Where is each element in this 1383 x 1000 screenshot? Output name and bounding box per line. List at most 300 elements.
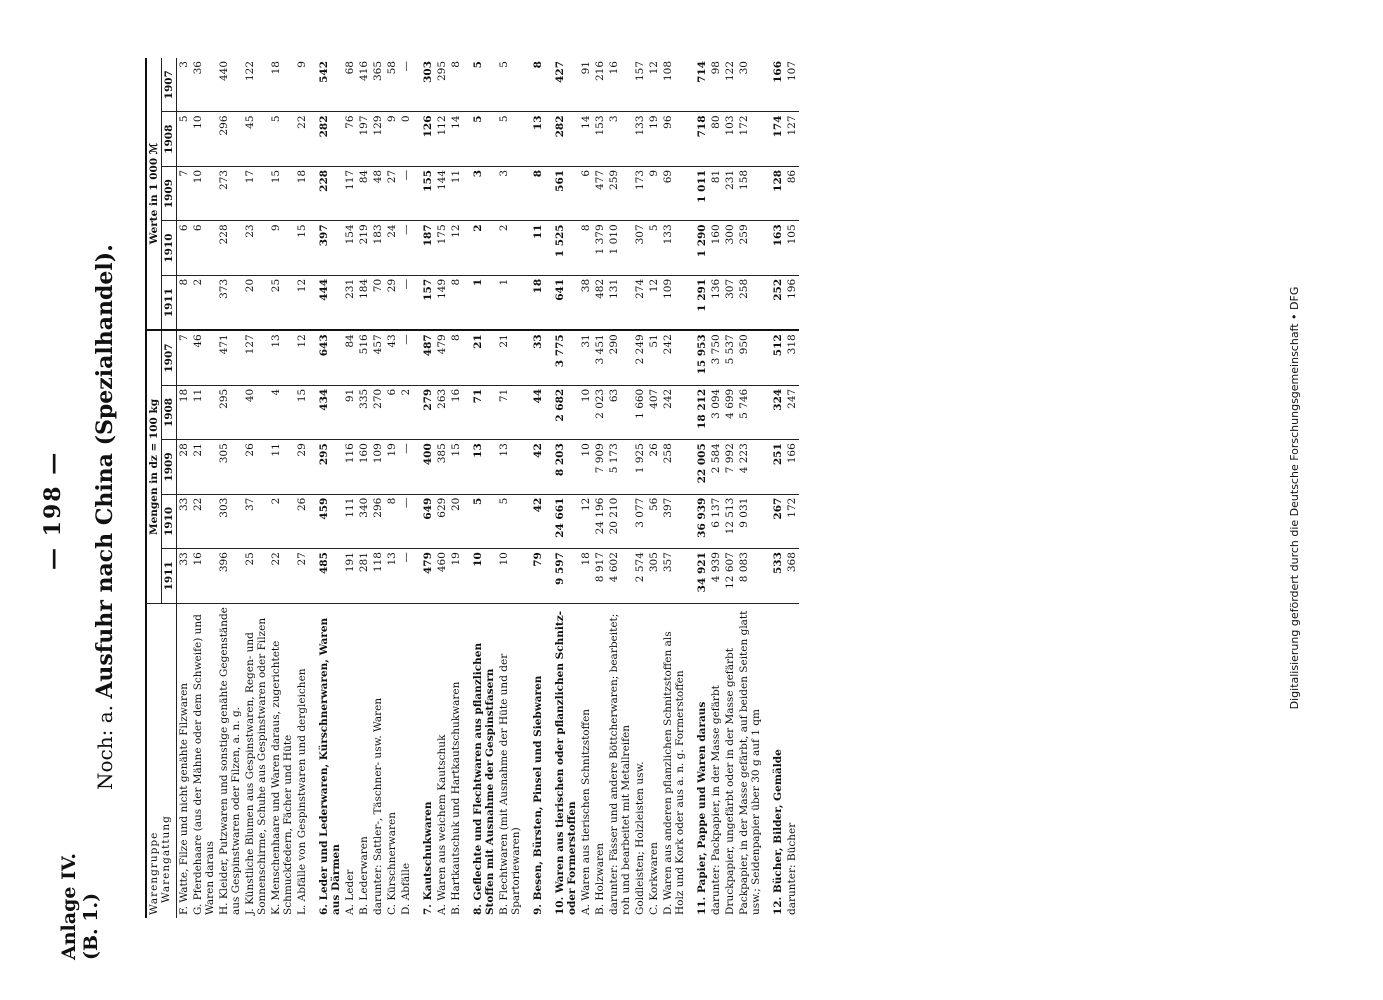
menge-cell: 63 [607,385,633,439]
wert-cell: 9 [295,58,309,112]
wert-cell: 1 525 [545,221,579,275]
table-row [449,58,463,918]
wert-cell: 259 [607,166,633,220]
wert-cell: 8 [177,275,192,330]
wert-cell: 274 [633,275,647,330]
row-label: C. Kürschnerwaren [386,811,398,915]
menge-cell: 109 [371,440,385,494]
wert-cell: 0 [399,112,413,166]
wert-cell: 1 [497,275,523,330]
menge-cell: 191 [343,549,357,603]
group-label-1: Warengruppe [148,831,160,915]
wert-cell: 11 [523,221,545,275]
wert-cell: 2 [191,275,217,330]
wert-cell: 307 [723,275,737,330]
menge-cell: 2 249 [633,330,647,385]
menge-cell: 25 [243,549,269,603]
wert-cell: 19 [647,112,661,166]
table-row [435,58,449,918]
menge-cell: 4 939 [709,549,723,603]
menge-cell: 29 [295,440,309,494]
menge-cell: 396 [217,549,243,603]
wert-cell: 10 [191,166,217,220]
menge-cell: 3 750 [709,330,723,385]
menge-cell: 324 [763,385,785,439]
menge-cell: 533 [763,549,785,603]
menge-cell: 3 775 [545,330,579,385]
menge-cell: 385 [435,440,449,494]
menge-cell: 24 196 [593,494,607,548]
mengen-year-1907: 1907 [162,330,177,385]
wert-cell: 127 [785,112,799,166]
menge-cell: 71 [463,385,497,439]
menge-cell: 6 137 [709,494,723,548]
wert-cell: 11 [449,166,463,220]
wert-cell: 307 [633,221,647,275]
wert-cell: 38 [579,275,593,330]
wert-cell: 561 [545,166,579,220]
wert-cell: 76 [343,112,357,166]
menge-cell: 2 023 [593,385,607,439]
menge-cell: 18 212 [687,385,709,439]
export-table [145,58,799,918]
row-label: Druckpapier, ungefärbt oder in der Masse gefärbt [724,648,736,915]
menge-cell: 2 574 [633,549,647,603]
menge-cell: 6 [385,385,399,439]
menge-cell: 56 [647,494,661,548]
table-row [343,58,357,918]
menge-cell: 434 [309,385,343,439]
table-row [413,58,435,918]
menge-cell: 471 [217,330,243,385]
menge-cell: 11 [269,440,295,494]
wert-cell: 131 [607,275,633,330]
wert-cell: 91 [579,58,593,112]
table-row [463,58,497,918]
menge-cell: 357 [661,549,687,603]
menge-cell: 51 [647,330,661,385]
menge-cell: 16 [191,549,217,603]
wert-cell: 6 [191,221,217,275]
wert-cell: 216 [593,58,607,112]
menge-cell: 487 [413,330,435,385]
menge-cell: 20 [449,494,463,548]
menge-cell: 19 [385,440,399,494]
werte-header: Werte in 1 000 ℳ [146,58,162,330]
wert-cell: 18 [295,166,309,220]
wert-cell: 197 [357,112,371,166]
table-row [385,58,399,918]
menge-cell: 15 [449,440,463,494]
row-label: 7. Kautschukwaren [422,801,434,915]
menge-cell: 2 584 [709,440,723,494]
table-row [607,58,633,918]
wert-cell: 25 [269,275,295,330]
menge-cell: 258 [661,440,687,494]
group-header [146,603,177,918]
menge-cell: 172 [785,494,799,548]
menge-cell: 305 [217,440,243,494]
menge-cell: 8 917 [593,549,607,603]
table-row [785,58,799,918]
menge-cell: 242 [661,385,687,439]
row-label: H. Kleider, Putzwaren und sonstige genähte Gegenstände aus Gespinstwaren oder Filzen, a. n. g. [218,607,242,915]
menge-cell: 1 925 [633,440,647,494]
menge-cell: 91 [343,385,357,439]
wert-cell: 128 [763,166,785,220]
wert-cell: 12 [295,275,309,330]
wert-cell: 68 [343,58,357,112]
row-label: D. Abfälle [400,862,412,915]
wert-cell: 45 [243,112,269,166]
wert-cell: 3 [177,58,192,112]
wert-cell: 303 [413,58,435,112]
wert-cell: 166 [763,58,785,112]
wert-cell: 5 [497,58,523,112]
wert-cell: 228 [309,166,343,220]
row-label: darunter: Bücher [786,822,798,915]
table-row [723,58,737,918]
wert-cell: 133 [633,112,647,166]
wert-cell: 23 [243,221,269,275]
wert-cell: 153 [593,112,607,166]
menge-cell: 5 [463,494,497,548]
wert-cell: 6 [579,166,593,220]
group-label-2: Warengattung [160,815,172,903]
menge-cell: 5 746 [737,385,763,439]
wert-cell: 5 [647,221,661,275]
menge-cell: 42 [523,494,545,548]
wert-cell: 10 [191,112,217,166]
menge-cell: 479 [413,549,435,603]
wert-cell: 7 [177,166,192,220]
menge-cell: 247 [785,385,799,439]
annex-label [58,853,102,960]
wert-cell: 5 [463,58,497,112]
wert-cell: 365 [371,58,385,112]
row-label: F. Watte, Filze und nicht genähte Filzwaren [178,682,190,915]
row-label: B. Hartkautschuk und Hartkautschukwaren [450,681,462,915]
menge-cell: 318 [785,330,799,385]
menge-cell: 263 [435,385,449,439]
row-label: A. Waren aus weichem Kautschuk [436,734,448,915]
table-row [737,58,763,918]
wert-cell: 157 [633,58,647,112]
menge-cell: 24 661 [545,494,579,548]
wert-cell: 8 [449,275,463,330]
page-title [92,244,118,790]
wert-cell: 444 [309,275,343,330]
menge-cell: 296 [371,494,385,548]
menge-cell: 71 [497,385,523,439]
row-label: darunter: Packpapier, in der Masse gefärbt [710,685,722,915]
menge-cell: 5 173 [607,440,633,494]
wert-cell: 258 [737,275,763,330]
menge-cell: 37 [243,494,269,548]
menge-cell: 21 [497,330,523,385]
wert-cell: 108 [661,58,687,112]
wert-cell: 122 [243,58,269,112]
row-label: K. Menschenhaare und Waren daraus, zugerichtete Schmuckfedern, Fächer und Hüte [270,640,294,915]
menge-cell: 160 [357,440,371,494]
wert-cell: 187 [413,221,435,275]
wert-cell: 86 [785,166,799,220]
menge-cell: 397 [661,494,687,548]
row-label: J. Künstliche Blumen aus Gespinstwaren, Regen- und Sonnenschirme, Schuhe aus Gespinstwaren oder Filzen [244,617,268,915]
menge-cell: 267 [763,494,785,548]
wert-cell: 542 [309,58,343,112]
menge-cell: 459 [309,494,343,548]
wert-cell: 154 [343,221,357,275]
row-label: Packpapier, in der Masse gefärbt, auf beiden Seiten glatt usw.; Seidenpapier über 30 g auf 1 qm [738,610,762,915]
werte-year-1907: 1907 [162,58,177,112]
menge-cell: 12 [295,330,309,385]
menge-cell: 40 [243,385,269,439]
menge-cell: 13 [463,440,497,494]
table-row [269,58,295,918]
menge-cell: 3 094 [709,385,723,439]
menge-cell: 18 [177,385,192,439]
werte-year-1909: 1909 [162,166,177,220]
menge-cell: 4 [269,385,295,439]
wert-cell: 641 [545,275,579,330]
menge-cell: 290 [607,330,633,385]
wert-cell: — [399,166,413,220]
row-label: darunter: Fässer und andere Böttcherwaren; bearbeitet; roh und bearbeitet mit Metallreifen [608,613,632,915]
wert-cell: 117 [343,166,357,220]
row-label: 9. Besen, Bürsten, Pinsel und Siebwaren [532,675,544,915]
menge-cell: 7 [177,330,192,385]
wert-cell: 14 [449,112,463,166]
dfg-footer: Digitalisierung gefördert durch die Deutsche Forschungsgemeinschaft • DFG [1288,286,1301,710]
menge-cell: 33 [177,494,192,548]
row-label: B. Lederwaren [358,836,370,915]
table-row [545,58,579,918]
row-label: G. Pferdehaare (aus der Mähne oder dem Schweife) und Waren daraus [192,614,216,915]
menge-cell: 400 [413,440,435,494]
wert-cell: 5 [463,112,497,166]
menge-cell: — [399,494,413,548]
menge-cell: 340 [357,494,371,548]
wert-cell: 9 [385,112,399,166]
page-number: — 198 — [40,450,66,570]
wert-cell: 196 [785,275,799,330]
menge-cell: 15 [295,385,309,439]
menge-cell: 20 210 [607,494,633,548]
wert-cell: 96 [661,112,687,166]
menge-cell: 295 [217,385,243,439]
menge-cell: 512 [763,330,785,385]
menge-cell: — [399,549,413,603]
menge-cell: 8 203 [545,440,579,494]
menge-cell: 335 [357,385,371,439]
wert-cell: 9 [269,221,295,275]
menge-cell: 460 [435,549,449,603]
menge-cell: 31 [579,330,593,385]
row-label: 12. Bücher, Bilder, Gemälde [772,749,784,915]
wert-cell: 8 [523,58,545,112]
wert-cell: 20 [243,275,269,330]
wert-cell: 109 [661,275,687,330]
wert-cell: 1 290 [687,221,709,275]
wert-cell: 8 [523,166,545,220]
table-row [497,58,523,918]
wert-cell: 163 [763,221,785,275]
menge-cell: 649 [413,494,435,548]
menge-cell: 27 [295,549,309,603]
table-row [647,58,661,918]
wert-cell: 12 [647,275,661,330]
menge-cell: 36 939 [687,494,709,548]
menge-cell: 28 [177,440,192,494]
menge-cell: 118 [371,549,385,603]
table-row [357,58,371,918]
wert-cell: 58 [385,58,399,112]
table-row [295,58,309,918]
menge-cell: 270 [371,385,385,439]
menge-cell: 84 [343,330,357,385]
menge-cell: 19 [449,549,463,603]
wert-cell: 714 [687,58,709,112]
row-label: 10. Waren aus tierischen oder pflanzlichen Schnitz- oder Formerstoffen [554,610,578,915]
wert-cell: 36 [191,58,217,112]
menge-cell: 46 [191,330,217,385]
menge-cell: 111 [343,494,357,548]
menge-cell: 10 [579,385,593,439]
menge-cell: 166 [785,440,799,494]
row-label: A. Leder [344,869,356,915]
table-row [177,58,192,918]
mengen-year-1910: 1910 [162,494,177,548]
table-row [633,58,647,918]
row-label: Goldleisten; Holzleisten usw. [634,761,646,915]
menge-cell: 479 [435,330,449,385]
menge-cell: 11 [191,385,217,439]
title-text: Ausfuhr nach China (Spezialhandel). [92,244,118,699]
menge-cell: 34 921 [687,549,709,603]
wert-cell: 8 [579,221,593,275]
wert-cell: 1 010 [607,221,633,275]
table-row [243,58,269,918]
wert-cell: 300 [723,221,737,275]
menge-cell: 2 682 [545,385,579,439]
menge-cell: 22 005 [687,440,709,494]
wert-cell: 122 [723,58,737,112]
werte-year-1908: 1908 [162,112,177,166]
wert-cell: 1 379 [593,221,607,275]
menge-cell: 303 [217,494,243,548]
werte-year-1910: 1910 [162,221,177,275]
menge-cell: 7 909 [593,440,607,494]
menge-cell: 21 [191,440,217,494]
menge-cell: 5 [497,494,523,548]
wert-cell: 1 011 [687,166,709,220]
menge-cell: 251 [763,440,785,494]
wert-cell: 373 [217,275,243,330]
menge-cell: 485 [309,549,343,603]
menge-cell: 22 [191,494,217,548]
wert-cell: 1 291 [687,275,709,330]
row-label: L. Abfälle von Gespinstwaren und dergleichen [296,668,308,915]
menge-cell: 127 [243,330,269,385]
menge-cell: 13 [497,440,523,494]
menge-cell: — [399,330,413,385]
menge-cell: 10 [497,549,523,603]
wert-cell: — [399,275,413,330]
mengen-year-1909: 1909 [162,440,177,494]
wert-cell: 160 [709,221,723,275]
wert-cell: 69 [661,166,687,220]
wert-cell: 144 [435,166,449,220]
menge-cell: 4 699 [723,385,737,439]
wert-cell: 173 [633,166,647,220]
menge-cell: 10 [463,549,497,603]
wert-cell: 231 [723,166,737,220]
wert-cell: 136 [709,275,723,330]
menge-cell: 8 [385,494,399,548]
menge-cell: 8 083 [737,549,763,603]
menge-cell: 26 [243,440,269,494]
wert-cell: 482 [593,275,607,330]
wert-cell: 3 [497,166,523,220]
menge-cell: 457 [371,330,385,385]
b1-text: (B. 1.) [80,892,102,960]
menge-cell: 9 031 [737,494,763,548]
menge-cell: 643 [309,330,343,385]
row-label: darunter: Sattler-, Täschner- usw. Waren [372,697,384,915]
wert-cell: 1 [463,275,497,330]
table-row [579,58,593,918]
table-body [177,58,800,918]
wert-cell: 440 [217,58,243,112]
wert-cell: 112 [435,112,449,166]
row-label: D. Waren aus anderen pflanzlichen Schnitzstoffen als Holz und Kork oder aus a. n. g. Formerstoffen [662,631,686,915]
wert-cell: 84 [357,166,371,220]
wert-cell: 24 [385,221,399,275]
wert-cell: 397 [309,221,343,275]
wert-cell: 105 [785,221,799,275]
menge-cell: 26 [647,440,661,494]
menge-cell: 3 077 [633,494,647,548]
menge-cell: 15 953 [687,330,709,385]
row-label: A. Waren aus tierischen Schnitzstoffen [580,708,592,915]
menge-cell: 8 [449,330,463,385]
menge-cell: 295 [309,440,343,494]
menge-cell: 2 [399,385,413,439]
wert-cell: 13 [523,112,545,166]
row-label: B. Holzwaren [594,842,606,915]
row-label: 11. Papier, Pappe und Waren daraus [696,701,708,915]
table-row [371,58,385,918]
wert-cell: 15 [269,166,295,220]
wert-cell: 282 [309,112,343,166]
menge-cell: 629 [435,494,449,548]
wert-cell: 70 [371,275,385,330]
wert-cell: 18 [269,58,295,112]
wert-cell: 6 [177,221,192,275]
anlage-text: Anlage IV. [58,853,80,960]
wert-cell: 9 [647,166,661,220]
wert-cell: 18 [523,275,545,330]
menge-cell: 407 [647,385,661,439]
wert-cell: 183 [371,221,385,275]
menge-cell: 9 597 [545,549,579,603]
wert-cell: 149 [435,275,449,330]
wert-cell: 228 [217,221,243,275]
wert-cell: 157 [413,275,435,330]
menge-cell: 21 [463,330,497,385]
row-label: 6. Leder und Lederwaren, Kürschnerwaren, Waren aus Därmen [318,617,342,915]
